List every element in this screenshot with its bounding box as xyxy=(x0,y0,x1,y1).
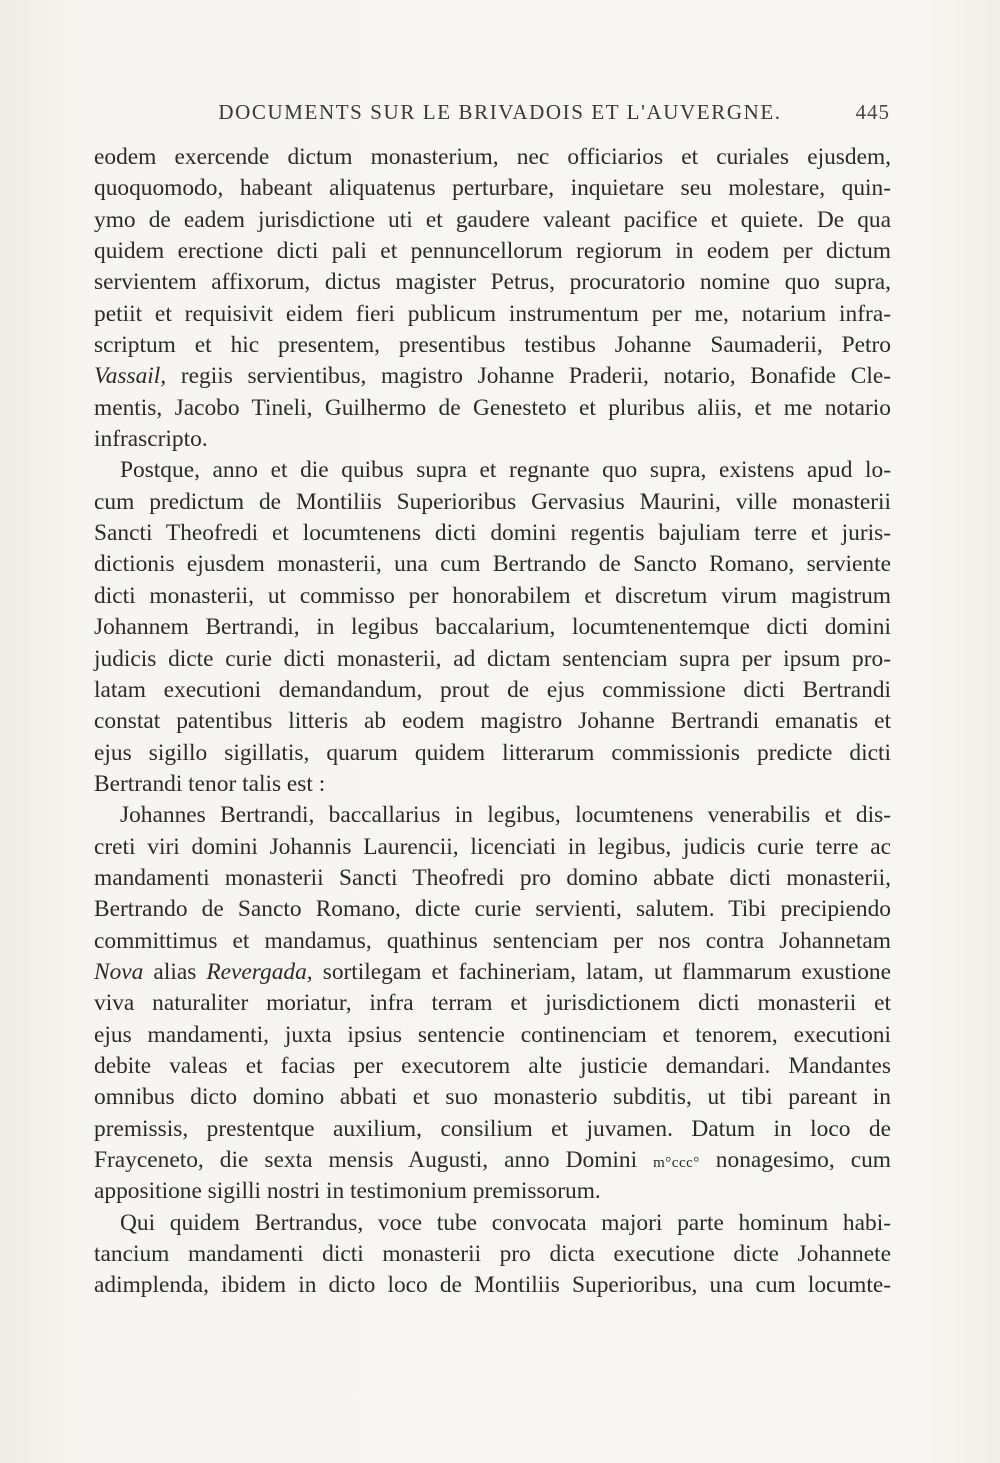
italic-name: Revergada, xyxy=(206,958,313,985)
text-line: tancium mandamenti dicti monasterii pro dicta executione dicte Johannete xyxy=(94,1241,891,1268)
line-text: sortilegam et fachineriam, latam, ut flammarum exustione xyxy=(312,958,891,985)
italic-name: Vassail, xyxy=(94,363,167,390)
text-line: judicis dicte curie dicti monasterii, ad dictam sentenciam supra per ipsum pro- xyxy=(94,645,891,672)
text-line: servientem affixorum, dictus magister Petrus, procuratorio nomine quo supra, xyxy=(94,269,891,296)
text-line: eodem exercende dictum monasterium, nec officiarios et curiales ejusdem, xyxy=(94,144,891,170)
text-line: Johannem Bertrandi, in legibus baccalarium, locumtenentemque dicti domini xyxy=(94,614,891,641)
text-line: quidem erectione dicti pali et pennuncellorum regiorum in eodem per dictum xyxy=(94,238,891,265)
text-line: adimplenda, ibidem in dicto loco de Montiliis Superioribus, una cum locumte- xyxy=(94,1272,891,1299)
text-line xyxy=(94,1145,891,1176)
text-line: debite valeas et facias per executorem alte justicie demandari. Mandantes xyxy=(94,1052,891,1079)
text-line: mandamenti monasterii Sancti Theofredi pro domino abbate dicti monasterii, xyxy=(94,864,891,891)
text-line: petiit et requisivit eidem fieri publicum instrumentum per me, notarium infra- xyxy=(94,300,891,327)
text-line: Bertrando de Sancto Romano, dicte curie servienti, salutem. Tibi precipiendo xyxy=(94,896,891,923)
text-line xyxy=(94,957,891,988)
text-line: dicti monasterii, ut commisso per honorabilem et discretum virum magistrum xyxy=(94,582,891,609)
page-number: 445 xyxy=(855,100,890,124)
text-line: latam executioni demandandum, prout de ejus commissione dicti Bertrandi xyxy=(94,676,891,703)
line-text: Frayceneto, die sexta mensis Augusti, anno Domini xyxy=(94,1147,654,1173)
text-line: Postque, anno et die quibus supra et regnante quo supra, existens apud lo- xyxy=(120,457,891,484)
text-line: Johannes Bertrandi, baccallarius in legibus, locumtenens venerabilis et dis- xyxy=(120,802,891,829)
body-text xyxy=(94,142,891,1302)
text-line: ejus sigillo sigillatis, quarum quidem litterarum commissionis predicte dicti xyxy=(94,739,891,766)
text-line: ymo de eadem jurisdictione uti et gaudere valeant pacifice et quiete. De qua xyxy=(94,206,891,233)
text-line: creti viri domini Johannis Laurencii, licenciati in legibus, judicis curie terre ac xyxy=(94,833,891,860)
running-head xyxy=(100,100,890,134)
text-line: omnibus dicto domino abbati et suo monasterio subditis, ut tibi pareant in xyxy=(94,1084,891,1111)
text-line: Sancti Theofredi et locumtenens dicti domini regentis bajuliam terre et juris- xyxy=(94,520,891,547)
italic-name: Nova xyxy=(94,958,144,985)
text-line: mentis, Jacobo Tineli, Guilhermo de Genesteto et pluribus aliis, et me notario xyxy=(94,394,891,421)
roman-numeral-date: m°ccc° xyxy=(653,1155,700,1171)
text-line: scriptum et hic presentem, presentibus testibus Johanne Saumaderii, Petro xyxy=(94,332,891,359)
text-line xyxy=(94,361,891,392)
text-line: ejus mandamenti, juxta ipsius sentencie continenciam et tenorem, executioni xyxy=(94,1021,891,1048)
text-line: cum predictum de Montiliis Superioribus Gervasius Maurini, ville monasterii xyxy=(94,488,891,515)
text-line: Bertrandi tenor talis est : xyxy=(94,770,326,797)
text-line: dictionis ejusdem monasterii, una cum Bertrando de Sancto Romano, serviente xyxy=(94,551,891,578)
text-line: infrascripto. xyxy=(94,426,208,453)
text-line: Qui quidem Bertrandus, voce tube convocata majori parte hominum habi- xyxy=(120,1209,891,1236)
text-line: committimus et mandamus, quathinus sentenciam per nos contra Johannetam xyxy=(94,927,891,954)
running-title: DOCUMENTS SUR LE BRIVADOIS ET L'AUVERGNE. xyxy=(218,100,782,124)
text-line: appositione sigilli nostri in testimonium premissorum. xyxy=(94,1178,601,1205)
text-line: viva naturaliter moriatur, infra terram et jurisdictionem dicti monasterii et xyxy=(94,990,891,1017)
text-line: constat patentibus litteris ab eodem magistro Johanne Bertrandi emanatis et xyxy=(94,708,891,735)
line-text: regiis servientibus, magistro Johanne Praderii, notario, Bonafide Cle- xyxy=(166,363,891,390)
text-line: premissis, prestentque auxilium, consilium et juvamen. Datum in loco de xyxy=(94,1115,891,1142)
line-text: alias xyxy=(143,958,207,985)
text-line: quoquomodo, habeant aliquatenus perturbare, inquietare seu molestare, quin- xyxy=(94,175,891,202)
line-text: nonagesimo, cum xyxy=(699,1147,891,1173)
